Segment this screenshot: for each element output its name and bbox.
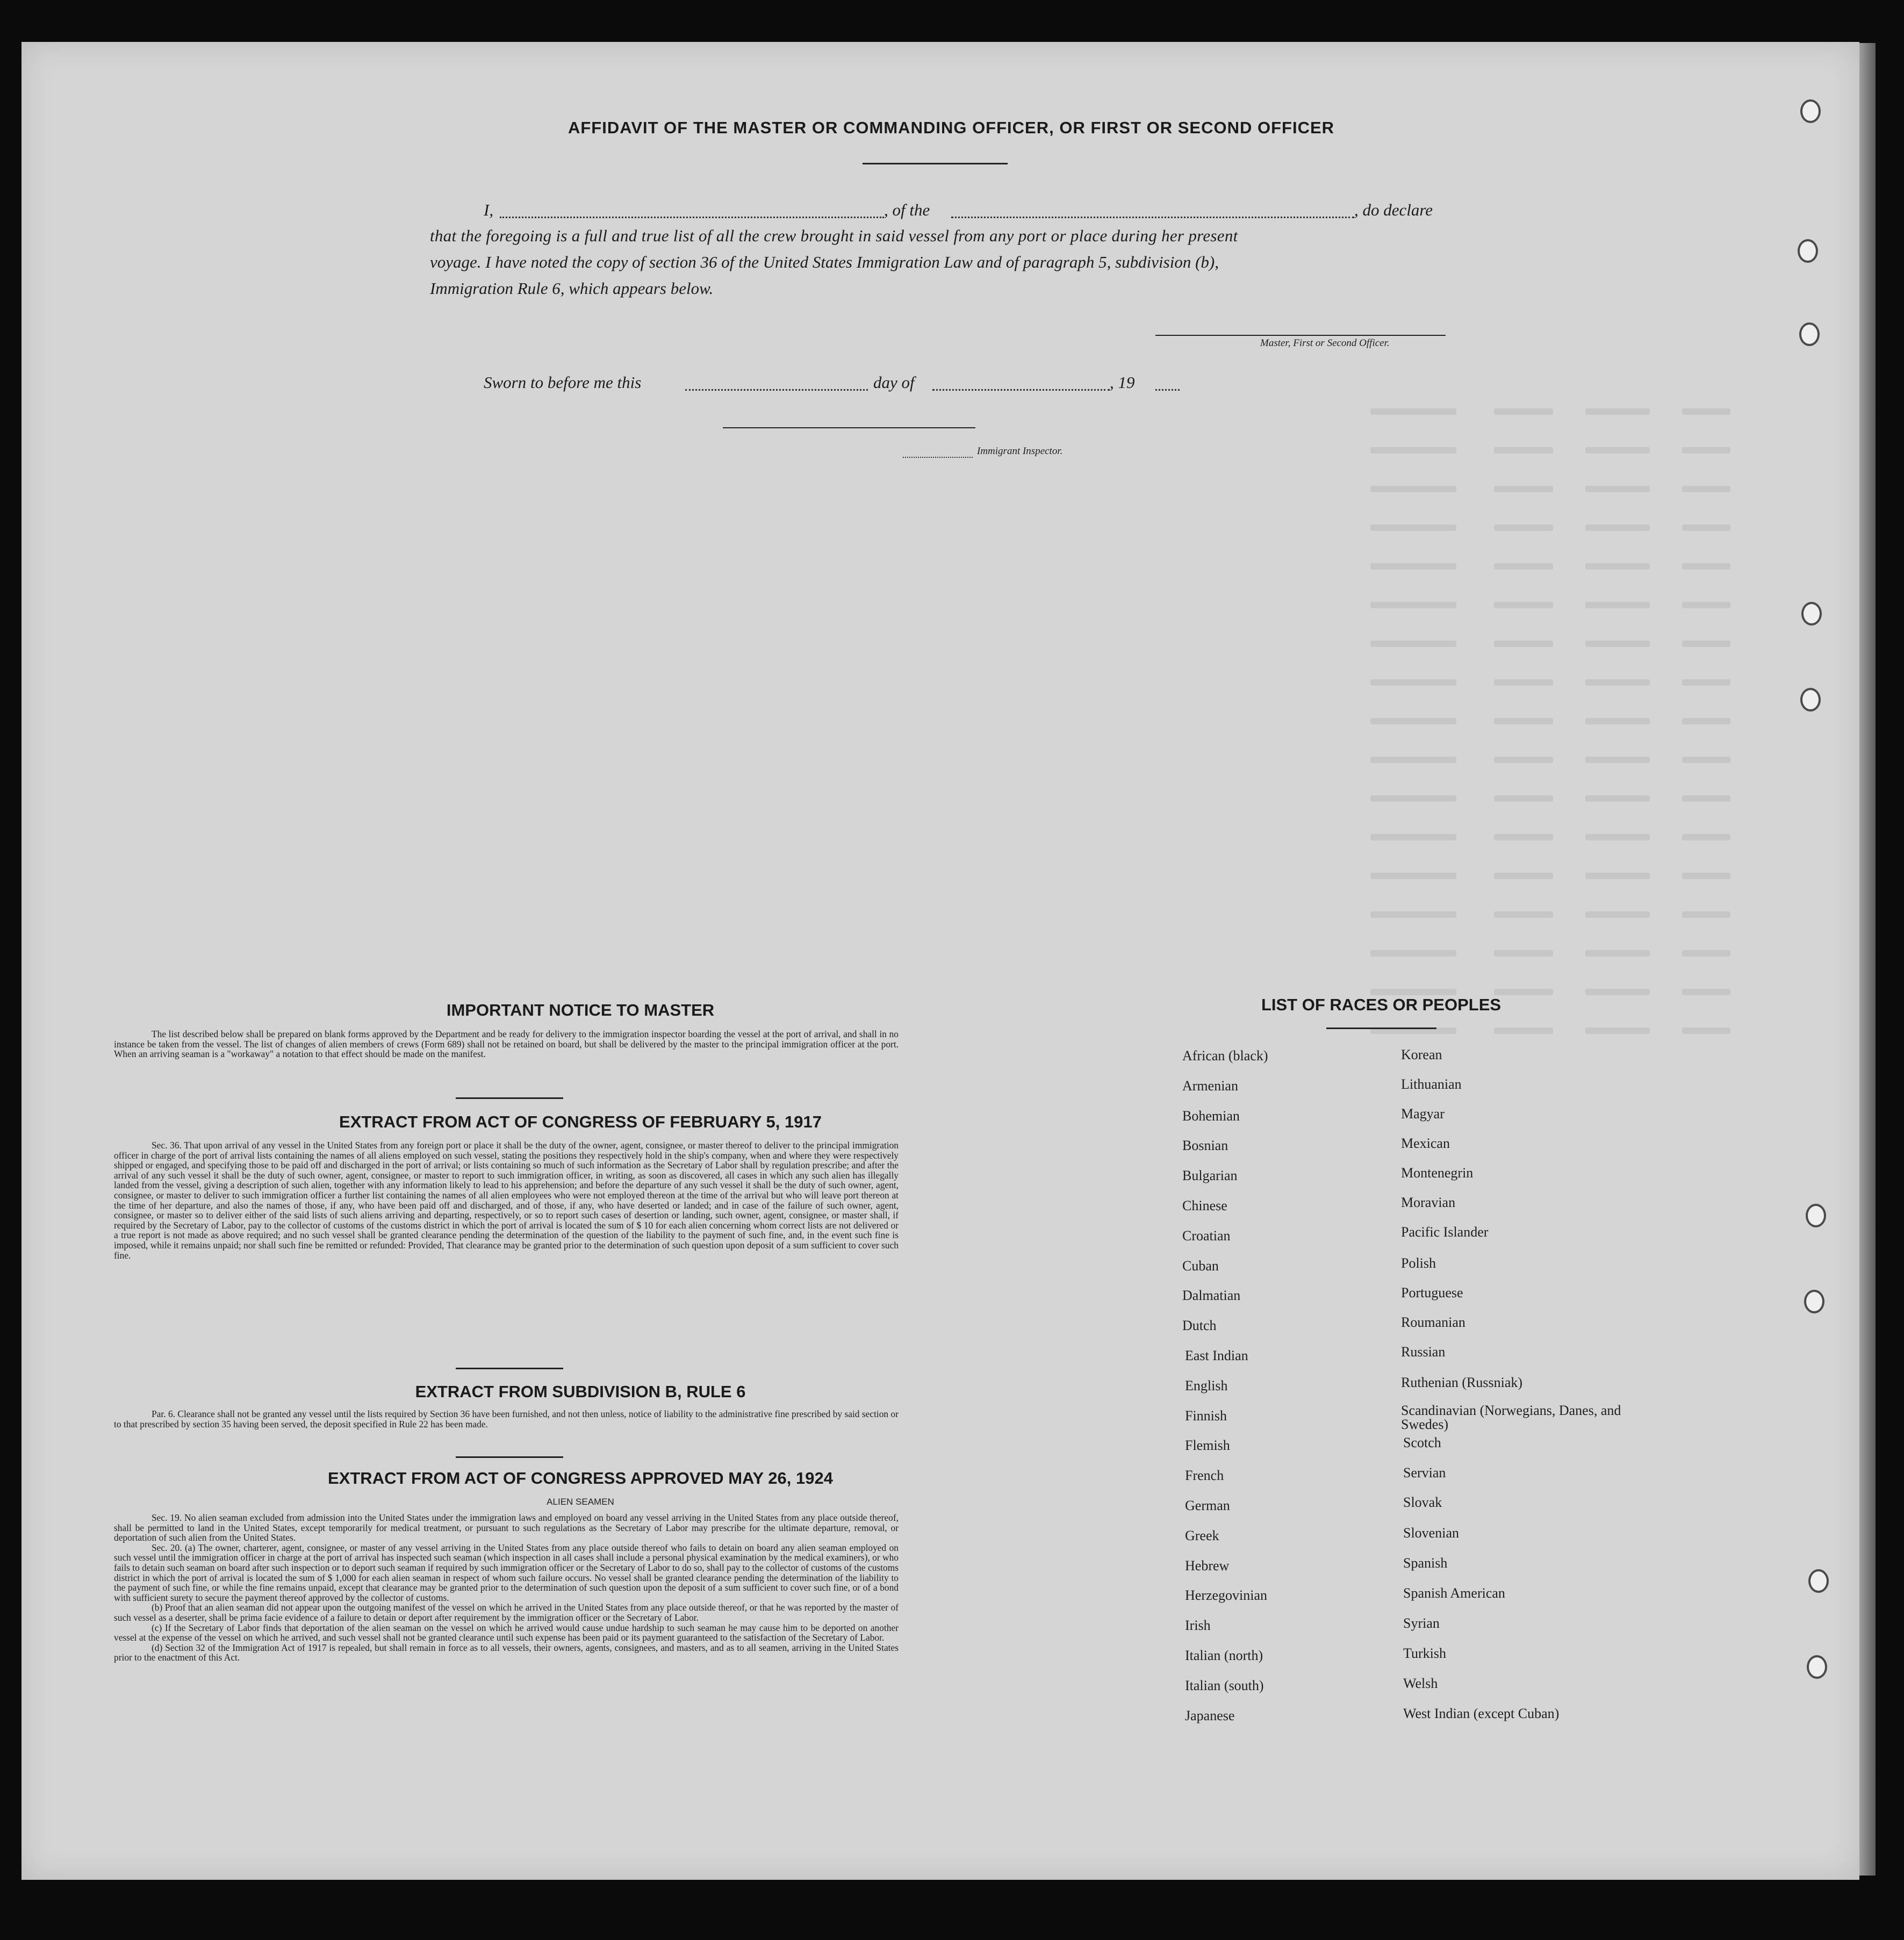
bleed-through-mark <box>1494 950 1553 957</box>
bleed-through-mark <box>1494 834 1553 840</box>
inspector-dotted-line <box>903 457 973 458</box>
extract-1924-body <box>114 1513 899 1663</box>
bleed-through-mark <box>1585 447 1650 454</box>
bleed-through-mark <box>1370 795 1456 802</box>
inspector-caption: Immigrant Inspector. <box>977 446 1063 457</box>
binder-hole <box>1798 239 1818 263</box>
bleed-through-mark <box>1682 602 1730 608</box>
race-item: Pacific Islander <box>1401 1224 1489 1240</box>
bleed-through-mark <box>1494 989 1553 995</box>
race-item: Dutch <box>1182 1318 1217 1333</box>
race-item: Bosnian <box>1182 1138 1228 1153</box>
binder-hole <box>1804 1290 1824 1313</box>
binder-hole <box>1800 688 1821 712</box>
sec-19-paragraph: Sec. 19. No alien seaman excluded from admission into the United States under the immigration laws and employed on board any vessel arriving in the United States from any place outside thereof, shall be permitted to land in the United States, except temporarily for medical treatment, or pursuant to such regulations as the Secretary of Labor may prescribe for the ultimate departure, removal, or deportation of such alien from the United States. <box>114 1512 899 1543</box>
binder-hole <box>1800 99 1821 123</box>
bleed-through-mark <box>1585 873 1650 879</box>
bleed-through-mark <box>1682 641 1730 647</box>
extract-rule6-body <box>114 1409 899 1429</box>
sec-20c-paragraph: (c) If the Secretary of Labor finds that deportation of the alien seaman on the vessel on which he arrived would cause undue hardship to such seaman he may cause him to be deported on another vessel at the expense of the vessel on which he arrived, and such vessel shall not be granted clearance until such expense has been paid or its payment guaranteed to the satisfaction of the Secretary of Labor. <box>114 1622 899 1643</box>
race-item: Lithuanian <box>1401 1076 1462 1092</box>
race-item: Spanish American <box>1403 1585 1505 1601</box>
bleed-through-mark <box>1494 795 1553 802</box>
race-item: Scandinavian (Norwegians, Danes, and Swedes) <box>1401 1403 1621 1432</box>
affidavit-line-4: Immigration Rule 6, which appears below. <box>430 279 714 298</box>
race-item: Russian <box>1401 1344 1446 1360</box>
inspector-signature-line[interactable] <box>723 427 975 428</box>
race-item: Finnish <box>1185 1408 1227 1424</box>
bleed-through-mark <box>1682 873 1730 879</box>
race-item: Portuguese <box>1401 1285 1463 1300</box>
par-6-paragraph: Par. 6. Clearance shall not be granted any vessel until the lists required by Section 36 have been furnished, and not then unless, notice of liability to the administrative fine prescribed by said section or to that prescribed by section 35 having been served, the deposit specified in Rule 22 has been made. <box>114 1409 899 1429</box>
bleed-through-mark <box>1370 447 1456 454</box>
bleed-through-mark <box>1682 834 1730 840</box>
bleed-through-mark <box>1682 486 1730 492</box>
bleed-through-mark <box>1682 718 1730 724</box>
affidavit-do-declare: , do declare <box>1354 200 1433 219</box>
bleed-through-mark <box>1370 563 1456 570</box>
bleed-through-mark <box>1494 486 1553 492</box>
race-item: French <box>1185 1468 1224 1483</box>
race-item: East Indian <box>1185 1348 1248 1363</box>
name-blank-line[interactable] <box>500 217 884 218</box>
bleed-through-mark <box>1585 834 1650 840</box>
notice-body <box>114 1029 899 1059</box>
extract-1917-title: EXTRACT FROM ACT OF CONGRESS OF FEBRUARY 5, 1917 <box>339 1112 822 1131</box>
race-item: Armenian <box>1182 1078 1238 1094</box>
bleed-through-mark <box>1494 679 1553 686</box>
race-item: Scotch <box>1403 1435 1441 1450</box>
race-item: Hebrew <box>1185 1558 1230 1573</box>
sworn-prefix: Sworn to before me this <box>484 373 642 392</box>
bleed-through-mark <box>1585 602 1650 608</box>
notice-title: IMPORTANT NOTICE TO MASTER <box>446 1001 715 1019</box>
bleed-through-mark <box>1370 989 1456 995</box>
bleed-through-mark <box>1370 873 1456 879</box>
bleed-through-mark <box>1682 950 1730 957</box>
bleed-through-mark <box>1494 447 1553 454</box>
bleed-through-mark <box>1370 602 1456 608</box>
race-item: Polish <box>1401 1255 1436 1271</box>
race-item: Slovenian <box>1403 1525 1459 1541</box>
bleed-through-mark <box>1682 447 1730 454</box>
race-item: Bohemian <box>1182 1108 1240 1124</box>
bleed-through-mark <box>1370 834 1456 840</box>
bleed-through-mark <box>1585 989 1650 995</box>
master-signature-line[interactable] <box>1155 335 1446 336</box>
bleed-through-mark <box>1494 911 1553 918</box>
bleed-through-mark <box>1370 718 1456 724</box>
race-item: Greek <box>1185 1528 1219 1543</box>
binder-hole <box>1808 1569 1829 1593</box>
extract-rule6-title: EXTRACT FROM SUBDIVISION B, RULE 6 <box>415 1382 746 1401</box>
extract-1924-title: EXTRACT FROM ACT OF CONGRESS APPROVED MAY 26, 1924 <box>328 1469 833 1488</box>
bleed-through-mark <box>1585 524 1650 531</box>
bleed-through-mark <box>1682 408 1730 415</box>
binder-hole <box>1799 322 1820 346</box>
notice-rule <box>456 1097 563 1099</box>
bleed-through-mark <box>1494 873 1553 879</box>
bleed-through-mark <box>1494 718 1553 724</box>
notice-paragraph: The list described below shall be prepared on blank forms approved by the Department and be ready for delivery to the immigration inspector boarding the vessel at the port of arrival, and shall in no instance be taken from the vessel. The list of changes of alien members of crews (Form 689) shall not be retained on board, but shall be delivered by the master to the principal immigration officer at the port. When an arriving seaman is a "workaway" a notation to that effect should be made on the manifest. <box>114 1029 899 1060</box>
bleed-through-mark <box>1682 563 1730 570</box>
extract-1917-rule <box>456 1368 563 1369</box>
sec-20d-paragraph: (d) Section 32 of the Immigration Act of 1917 is repealed, but shall remain in force as to all vessels, their owners, agents, consignees, and masters, and as to all seamen, arriving in the United States prior to the enactment of this Act. <box>114 1642 899 1663</box>
bleed-through-mark <box>1585 679 1650 686</box>
race-item: Bulgarian <box>1182 1168 1238 1183</box>
race-item: Irish <box>1185 1618 1211 1633</box>
binder-hole <box>1807 1655 1827 1679</box>
bleed-through-mark <box>1370 679 1456 686</box>
alien-seamen-subtitle: ALIEN SEAMEN <box>547 1497 614 1507</box>
sec-20b-paragraph: (b) Proof that an alien seaman did not appear upon the outgoing manifest of the vessel on which he arrived in the United States from any place outside thereof, or that he was reported by the master of such vessel as a deserter, shall be prima facie evidence of a failure to detain or deport after requirement by the immigration officer or the Secretary of Labor. <box>114 1602 899 1623</box>
race-item: German <box>1185 1498 1230 1513</box>
bleed-through-mark <box>1585 486 1650 492</box>
bleed-through-mark <box>1585 718 1650 724</box>
race-item: Servian <box>1403 1465 1446 1481</box>
bleed-through-mark <box>1494 602 1553 608</box>
races-title: LIST OF RACES OR PEOPLES <box>1261 995 1501 1014</box>
bleed-through-mark <box>1370 524 1456 531</box>
race-item: Japanese <box>1185 1708 1235 1723</box>
affidavit-title-rule <box>863 163 1008 164</box>
binder-hole <box>1801 602 1822 626</box>
bleed-through-mark <box>1370 911 1456 918</box>
bleed-through-mark <box>1682 989 1730 995</box>
race-item: Turkish <box>1403 1646 1446 1661</box>
bleed-through-mark <box>1682 524 1730 531</box>
race-item: Welsh <box>1403 1676 1438 1691</box>
bleed-through-mark <box>1585 1028 1650 1034</box>
bleed-through-mark <box>1494 757 1553 763</box>
bleed-through-mark <box>1585 795 1650 802</box>
bleed-through-mark <box>1585 408 1650 415</box>
sworn-day-blank[interactable] <box>685 389 868 391</box>
vessel-blank-line[interactable] <box>951 217 1354 218</box>
affidavit-line-2: that the foregoing is a full and true list of all the crew brought in said vessel from any port or place during her present <box>430 226 1238 245</box>
bleed-through-mark <box>1370 757 1456 763</box>
bleed-through-mark <box>1682 911 1730 918</box>
race-item: Mexican <box>1401 1136 1450 1151</box>
race-item: Croatian <box>1182 1228 1231 1244</box>
race-item: English <box>1185 1378 1228 1393</box>
race-item: African (black) <box>1182 1048 1268 1064</box>
race-item: Syrian <box>1403 1615 1440 1631</box>
sworn-month-blank[interactable] <box>932 389 1110 391</box>
bleed-through-mark <box>1494 524 1553 531</box>
bleed-through-mark <box>1682 1028 1730 1034</box>
bleed-through-mark <box>1494 563 1553 570</box>
bleed-through-mark <box>1494 641 1553 647</box>
race-item: Italian (north) <box>1185 1648 1263 1663</box>
race-item: Herzegovinian <box>1185 1587 1268 1603</box>
race-item: West Indian (except Cuban) <box>1403 1706 1560 1721</box>
race-item: Roumanian <box>1401 1314 1465 1330</box>
race-item: Dalmatian <box>1182 1288 1241 1303</box>
races-title-rule <box>1326 1028 1436 1029</box>
extract-1917-body <box>114 1140 899 1260</box>
race-item: Italian (south) <box>1185 1678 1264 1693</box>
master-signature-caption: Master, First or Second Officer. <box>1260 337 1390 349</box>
affidavit-title: AFFIDAVIT OF THE MASTER OR COMMANDING OFFICER, OR FIRST OR SECOND OFFICER <box>567 118 1335 137</box>
race-item: Spanish <box>1403 1555 1448 1571</box>
binder-hole <box>1806 1204 1826 1227</box>
bleed-through-mark <box>1585 757 1650 763</box>
bleed-through-mark <box>1682 679 1730 686</box>
bleed-through-mark <box>1370 950 1456 957</box>
sworn-year-blank[interactable] <box>1155 389 1180 391</box>
affidavit-line-3: voyage. I have noted the copy of section 36 of the United States Immigration Law and of paragraph 5, subdivision (b), <box>430 253 1219 271</box>
race-item: Ruthenian (Russniak) <box>1401 1375 1523 1390</box>
sworn-year: , 19 <box>1110 373 1135 392</box>
race-item: Slovak <box>1403 1494 1442 1510</box>
bleed-through-mark <box>1585 950 1650 957</box>
bleed-through-mark <box>1370 486 1456 492</box>
sworn-day-of: day of <box>873 373 915 392</box>
race-item: Cuban <box>1182 1258 1219 1274</box>
extract-rule6-rule <box>456 1456 563 1458</box>
race-item: Korean <box>1401 1047 1442 1062</box>
affidavit-of-the: , of the <box>884 200 930 219</box>
page-edge-shadow <box>1859 43 1876 1876</box>
race-item: Chinese <box>1182 1198 1227 1213</box>
bleed-through-mark <box>1585 911 1650 918</box>
race-item: Magyar <box>1401 1106 1445 1122</box>
race-item: Montenegrin <box>1401 1165 1474 1181</box>
bleed-through-mark <box>1370 408 1456 415</box>
race-item: Moravian <box>1401 1195 1456 1210</box>
bleed-through-mark <box>1585 563 1650 570</box>
section-36-paragraph: Sec. 36. That upon arrival of any vessel in the United States from any foreign port or place it shall be the duty of the owner, agent, consignee, or master thereof to deliver to the principal immigration officer in charge of the port of arrival lists containing the names of all aliens employed on such vessel, stating the positions they respectively hold in the ship's company, when and where they were respectively shipped or engaged, and specifying those to be paid off and discharged in the port of arrival; or lists containing so much of such information as the Secretary of Labor shall by regulation prescribe; and after the arrival of any such vessel it shall be the duty of such owner, agent, consignee, or master to report to such immigration officer, in writing, as soon as discovered, all cases in which any such alien has illegally landed from the vessel, giving a description of such alien, together with any information likely to lead to his apprehension; and before the departure of any such vessel it shall be the duty of such owner, agent, consignee, or master to deliver to such immigration officer a further list containing the names of all alien employees who were not employed thereon at the time of the arrival but who will leave port thereon at the time of her departure, and also the names of those, if any, who have been paid off and discharged, and of those, if any, who have deserted or landed; and in case of the failure of such owner, agent, consignee, or master so to deliver either of the said lists of such aliens arriving and departing, respectively, or so to report such cases of desertion or landing, such owner, agent, consignee, or master shall, if required by the Secretary of Labor, pay to the collector of customs of the customs district in which the port of arrival is located the sum of $ 10 for each alien concerning whom correct lists are not delivered or a true report is not made as above required; and no such vessel shall be granted clearance pending the determination of the question of the liability to the payment of such fine, and, in the event such fine is imposed, while it remains unpaid; nor shall such fine be remitted or refunded: Provided, That clearance may be granted prior to the determination of such question upon deposit of a sum sufficient to cover such fine. <box>114 1140 899 1261</box>
bleed-through-mark <box>1494 1028 1553 1034</box>
bleed-through-mark <box>1370 641 1456 647</box>
affidavit-i: I, <box>484 200 494 219</box>
race-item: Flemish <box>1185 1438 1230 1453</box>
bleed-through-mark <box>1494 408 1553 415</box>
bleed-through-mark <box>1585 641 1650 647</box>
sec-20a-paragraph: Sec. 20. (a) The owner, charterer, agent, consignee, or master of any vessel arriving in the United States from any place outside thereof who fails to detain on board any alien seaman employed on such vessel until the immigration officer in charge at the port of arrival has inspected such seaman (which inspection in all cases shall include a personal physical examination by the medical examiners), or who fails to detain such seaman on board after such inspection or to deport such seaman if required by such immigration officer or the Secretary of Labor to do so, shall pay to the collector of customs of the customs district in which the port of arrival is located the sum of $ 1,000 for each alien seaman in respect of whom such failure occurs. No vessel shall be granted clearance pending the determination of the liability to the payment of such fine, or while the fine remains unpaid, except that clearance may be granted prior to the determination of such question upon the deposit of a sum sufficient to cover such fine, or of a bond with sufficient surety to secure the payment thereof approved by the collector of customs. <box>114 1542 899 1603</box>
bleed-through-mark <box>1682 757 1730 763</box>
bleed-through-mark <box>1682 795 1730 802</box>
